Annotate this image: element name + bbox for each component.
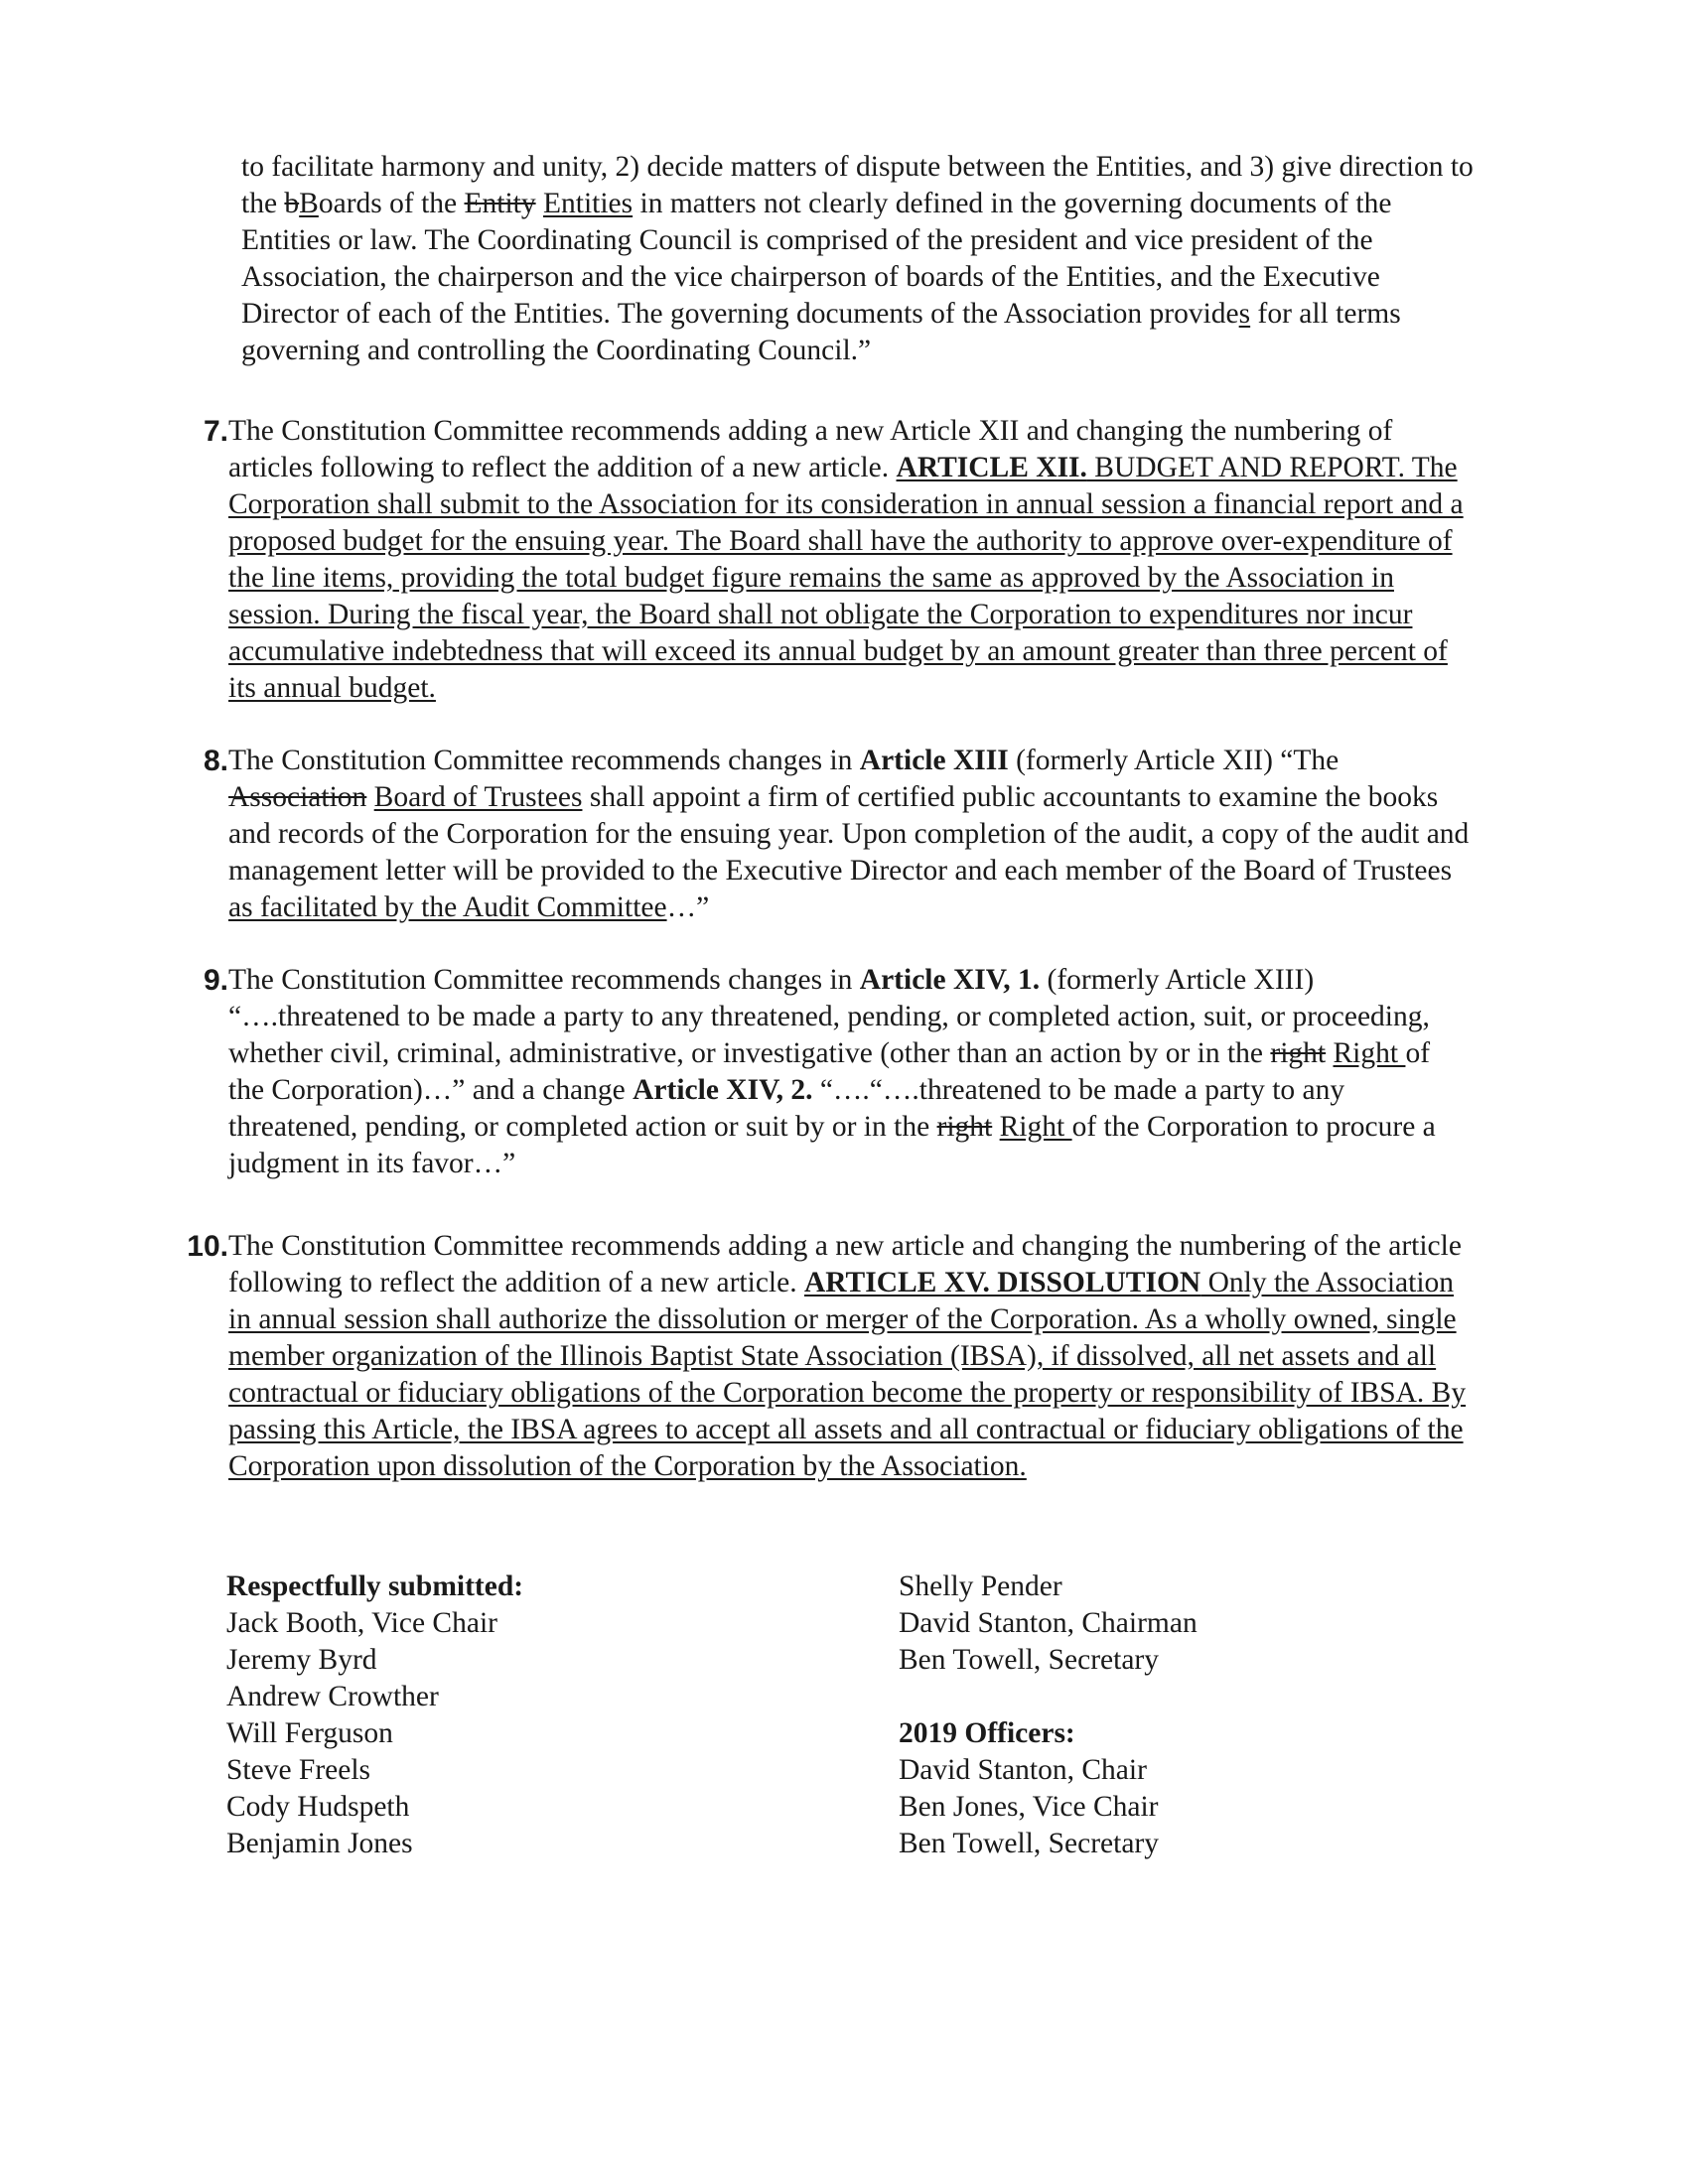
- inserted-text: B: [299, 188, 319, 219]
- officer: Ben Jones, Vice Chair: [899, 1791, 1159, 1823]
- signatures-heading: Respectfully submitted:: [226, 1570, 524, 1602]
- deleted-text: b: [284, 188, 300, 219]
- deleted-text: right: [1270, 1037, 1327, 1069]
- inserted-text: Entities: [542, 188, 634, 219]
- signatures-right-column: [899, 1569, 1198, 1862]
- inserted-text: Right: [1333, 1037, 1406, 1069]
- signatory: Ben Towell, Secretary: [899, 1644, 1159, 1676]
- item-8-text: The Constitution Committee recommends changes in Article XIII (formerly Article XII) “The Association Board of Trustees shall appoint a firm of certified public accountants to examine the books and records of the Corporation for the ensuing year. Upon completion of the audit, a copy of the audit and management letter will be provided to the Executive Director and each member of the Board of Trustees as facilitated by the Audit Committee…”: [228, 745, 1470, 923]
- intro-paragraph: to facilitate harmony and unity, 2) decide matters of dispute between the Entities, and 3) give direction to the bBoards of the Entity Entities in matters not clearly defined in the governing documents of the Entities or law. The Coordinating Council is comprised of the president and vice president of the Association, the chairperson and the vice chairperson of boards of the Entities, and the Executive Director of each of the Entities. The governing documents of the Association provides for all terms governing and controlling the Coordinating Council.”: [241, 151, 1474, 366]
- signatory: Jack Booth, Vice Chair: [226, 1607, 497, 1639]
- officer: Ben Towell, Secretary: [899, 1828, 1159, 1859]
- inserted-text: Board of Trustees: [373, 781, 583, 813]
- inserted-text: ARTICLE XV. DISSOLUTION Only the Association in annual session shall authorize the dissolution or merger of the Corporation. As a wholly owned, single member organization of the Illinois Baptist State Association (IBSA), if dissolved, all net assets and all contractual or fiduciary obligations of the Corporation become the property or responsibility of IBSA. By passing this Article, the IBSA agrees to accept all assets and all contractual or fiduciary obligations of the Corporation upon dissolution of the Corporation by the Association.: [228, 1267, 1467, 1482]
- signatory: Andrew Crowther: [226, 1681, 439, 1712]
- signatory: David Stanton, Chairman: [899, 1607, 1198, 1639]
- deleted-text: right: [936, 1111, 993, 1143]
- signatory: Will Ferguson: [226, 1717, 393, 1749]
- inserted-text: s: [1238, 298, 1251, 330]
- inserted-text: ARTICLE XII. BUDGET AND REPORT. The Corporation shall submit to the Association for its consideration in annual session a financial report and a proposed budget for the ensuing year. The Board shall have the authority to approve over-expenditure of the line items, providing the total budget figure remains the same as approved by the Association in session. During the fiscal year, the Board shall not obligate the Corporation to expenditures nor incur accumulative indebtedness that will exceed its annual budget by an amount greater than three percent of its annual budget.: [228, 452, 1464, 704]
- signatory: Benjamin Jones: [226, 1828, 413, 1859]
- item-number: 7.: [203, 415, 228, 448]
- officer: David Stanton, Chair: [899, 1754, 1147, 1786]
- item-number: 8.: [203, 745, 228, 777]
- signatory: Cody Hudspeth: [226, 1791, 410, 1823]
- signatory: Steve Freels: [226, 1754, 371, 1786]
- item-number: 9.: [203, 964, 228, 997]
- item-number: 10.: [187, 1230, 228, 1263]
- deleted-text: Association: [228, 781, 367, 813]
- inserted-text: Right: [999, 1111, 1072, 1143]
- item-9-text: The Constitution Committee recommends changes in Article XIV, 1. (formerly Article XIII) “….threatened to be made a party to any threatened, pending, or completed action, suit, or proceeding, whether civil, criminal, administrative, or investigative (other than an action by or in the right Right of the Corporation)…” and a change Article XIV, 2. “….“….threatened to be made a party to any threatened, pending, or completed action or suit by or in the right Right of the Corporation to procure a judgment in its favor…”: [228, 964, 1436, 1179]
- item-10-text: The Constitution Committee recommends adding a new article and changing the numbering of the article following to reflect the addition of a new article. ARTICLE XV. DISSOLUTION Only the Association in annual session shall authorize the dissolution or merger of the Corporation. As a wholly owned, single member organization of the Illinois Baptist State Association (IBSA), if dissolved, all net assets and all contractual or fiduciary obligations of the Corporation become the property or responsibility of IBSA. By passing this Article, the IBSA agrees to accept all assets and all contractual or fiduciary obligations of the Corporation upon dissolution of the Corporation by the Association.: [228, 1230, 1467, 1482]
- signatory: Jeremy Byrd: [226, 1644, 377, 1676]
- deleted-text: Entity: [464, 188, 536, 219]
- inserted-text: as facilitated by the Audit Committee: [228, 891, 667, 923]
- signatory: Shelly Pender: [899, 1570, 1062, 1602]
- signatures-left-column: [226, 1569, 523, 1862]
- officers-heading: 2019 Officers:: [899, 1717, 1075, 1749]
- item-7-text: The Constitution Committee recommends adding a new Article XII and changing the numbering of articles following to reflect the addition of a new article. ARTICLE XII. BUDGET AND REPORT. The Corporation shall submit to the Association for its consideration in annual session a financial report and a proposed budget for the ensuing year. The Board shall have the authority to approve over-expenditure of the line items, providing the total budget figure remains the same as approved by the Association in session. During the fiscal year, the Board shall not obligate the Corporation to expenditures nor incur accumulative indebtedness that will exceed its annual budget by an amount greater than three percent of its annual budget.: [228, 415, 1464, 704]
